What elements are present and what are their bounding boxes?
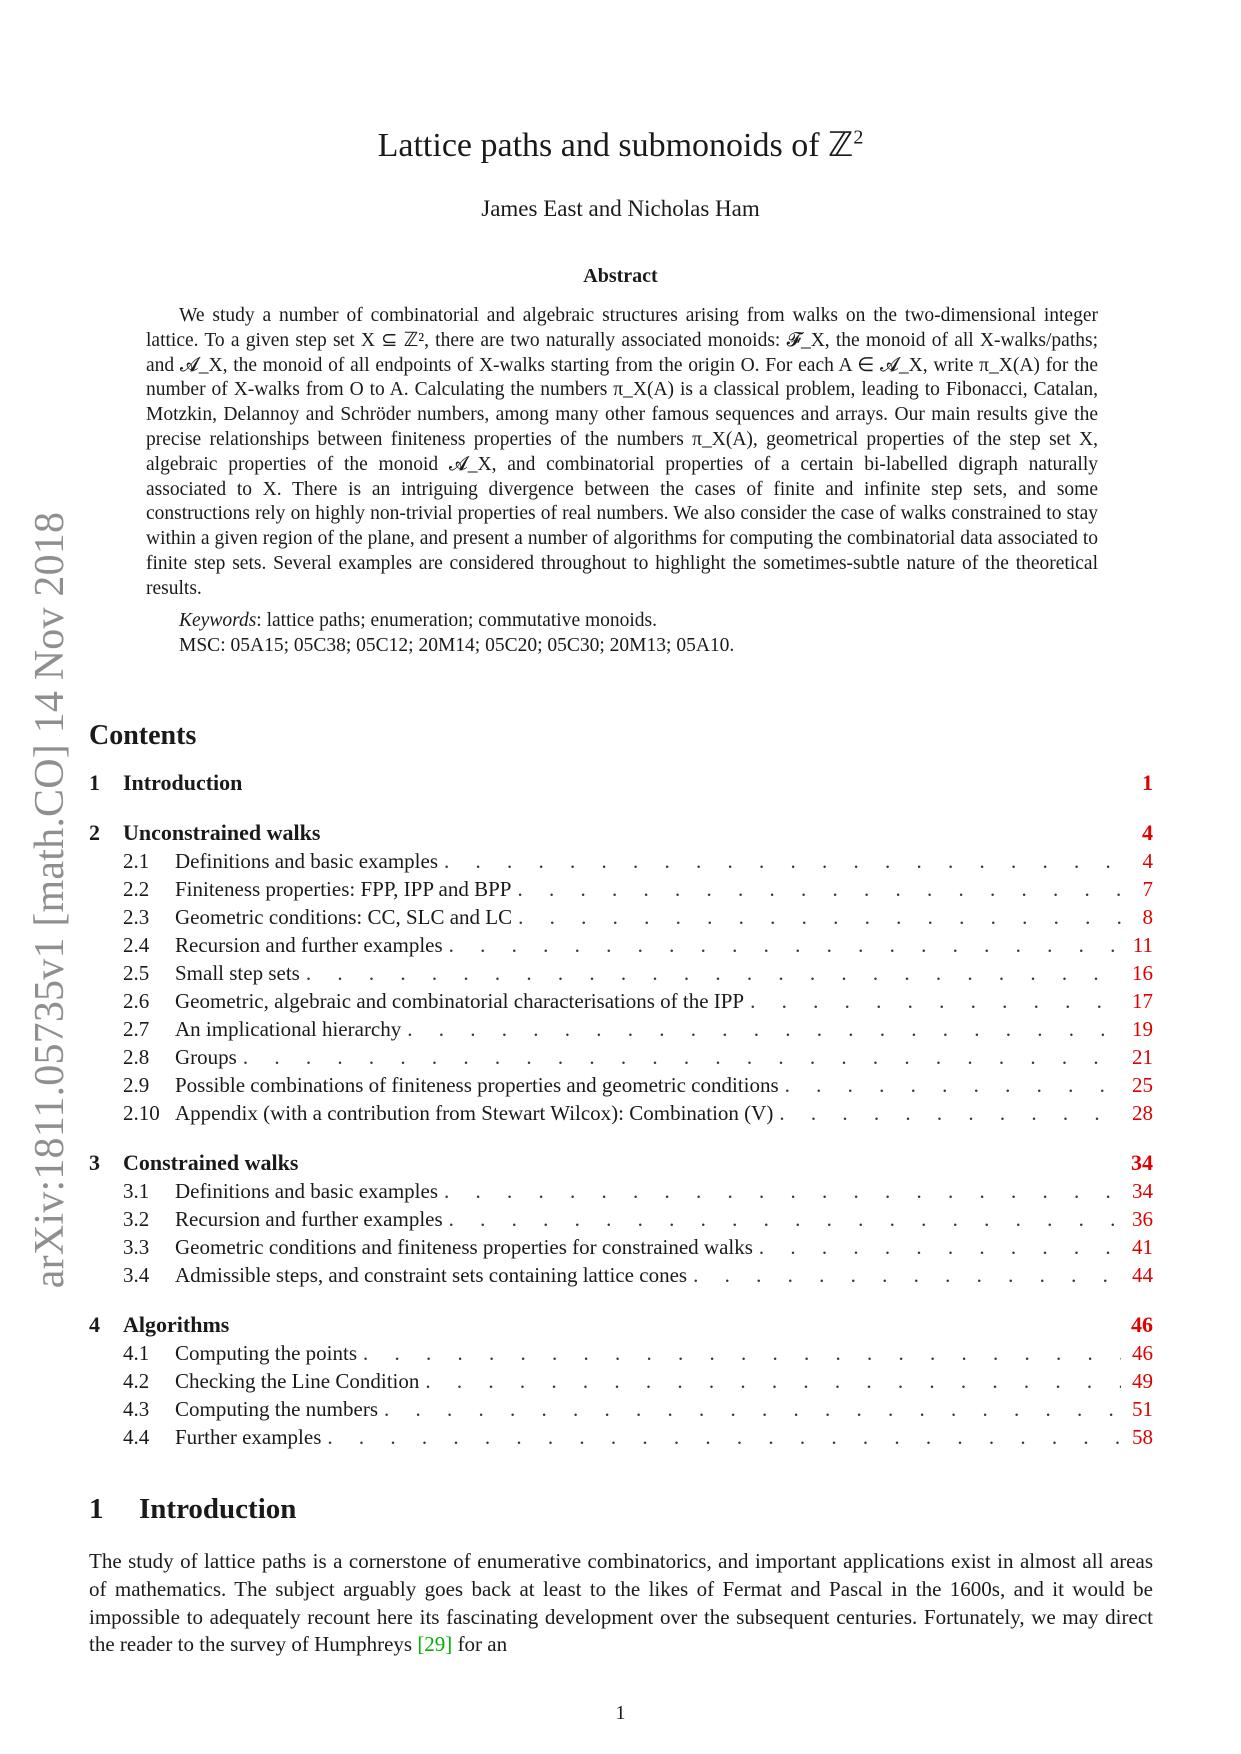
- toc-entry-number: 3.1: [123, 1179, 150, 1203]
- keywords-label: Keywords: [179, 610, 257, 631]
- toc-dot-leader: [444, 1179, 1121, 1203]
- toc-entry-number: 2.2: [123, 877, 150, 901]
- toc-page-link[interactable]: 1: [1142, 770, 1153, 795]
- toc-entry-label: Finiteness properties: FPP, IPP and BPP: [175, 877, 512, 901]
- toc-page-link[interactable]: 41: [1132, 1235, 1153, 1259]
- msc-line: MSC: 05A15; 05C38; 05C12; 20M14; 05C20; 05C30; 20M13; 05A10.: [179, 635, 735, 656]
- toc-dot-leader: [693, 1263, 1121, 1287]
- toc-page-link[interactable]: 49: [1132, 1369, 1153, 1393]
- toc-subsection-entry[interactable]: [89, 1101, 1153, 1125]
- toc-entry-number: 2.9: [123, 1073, 150, 1097]
- keywords-text: : lattice paths; enumeration; commutative monoids.: [256, 610, 658, 631]
- toc-dot-leader: [785, 1073, 1121, 1097]
- intro-paragraph: [89, 1548, 1153, 1659]
- toc-entry-number: 4.4: [123, 1425, 150, 1449]
- toc-subsection-entry[interactable]: [89, 1235, 1153, 1259]
- toc-entry-label: Constrained walks: [123, 1150, 299, 1175]
- toc-page-link[interactable]: 58: [1132, 1425, 1153, 1449]
- toc-entry-number: 3.3: [123, 1235, 150, 1259]
- toc-entry-label: An implicational hierarchy: [175, 1017, 402, 1041]
- toc-dot-leader: [444, 849, 1121, 873]
- toc-page-link[interactable]: 16: [1132, 961, 1153, 985]
- title-superscript: 2: [853, 126, 864, 149]
- toc-subsection-entry[interactable]: [89, 905, 1153, 929]
- toc-subsection-entry[interactable]: [89, 849, 1153, 873]
- toc-entry-label: Small step sets: [175, 961, 300, 985]
- toc-page-link[interactable]: 34: [1131, 1150, 1153, 1175]
- toc-page-link[interactable]: 34: [1132, 1179, 1153, 1203]
- intro-text: The study of lattice paths is a cornerstone of enumerative combinatorics, and important applications exist in almost all areas of mathematics. The subject arguably goes back at least to the likes of Fermat and Pascal in the 1600s, and it would be impossible to adequately recount here its fascinating development over the subsequent centuries. Fortunately, we may direct the reader to the survey of Humphreys: [89, 1549, 1153, 1657]
- toc-entry-label: Checking the Line Condition: [175, 1369, 420, 1393]
- citation-link[interactable]: [29]: [417, 1632, 453, 1657]
- toc-dot-leader: [750, 989, 1121, 1013]
- paper-title: [0, 125, 1241, 165]
- toc-entry-label: Admissible steps, and constraint sets containing lattice cones: [175, 1263, 688, 1287]
- toc-dot-leader: [518, 905, 1121, 929]
- arxiv-stamp: arXiv:1811.05735v1 [math.CO] 14 Nov 2018: [27, 511, 73, 1289]
- toc-entry-number: 2.10: [123, 1101, 160, 1125]
- toc-entry-number: 4: [89, 1312, 100, 1337]
- toc-entry-label: Recursion and further examples: [175, 1207, 443, 1231]
- toc-entry-number: 2.5: [123, 961, 150, 985]
- toc-page-link[interactable]: 8: [1142, 905, 1153, 929]
- toc-entry-label: Geometric conditions: CC, SLC and LC: [175, 905, 513, 929]
- toc-page-link[interactable]: 7: [1142, 877, 1153, 901]
- toc-entry-number: 2.4: [123, 933, 150, 957]
- toc-subsection-entry[interactable]: [89, 1263, 1153, 1287]
- toc-section-entry[interactable]: [89, 1313, 1153, 1337]
- section-title: Introduction: [139, 1493, 297, 1525]
- toc-section-entry[interactable]: [89, 1151, 1153, 1175]
- toc-entry-number: 2.8: [123, 1045, 150, 1069]
- toc-dot-leader: [759, 1235, 1121, 1259]
- toc-dot-leader: [517, 877, 1121, 901]
- toc-entry-label: Unconstrained walks: [123, 820, 321, 845]
- toc-entry-label: Computing the points: [175, 1341, 358, 1365]
- authors: James East and Nicholas Ham: [481, 196, 760, 221]
- toc-entry-label: Geometric conditions and finiteness properties for constrained walks: [175, 1235, 753, 1259]
- toc-entry-label: Geometric, algebraic and combinatorial characterisations of the IPP: [175, 989, 745, 1013]
- toc-page-link[interactable]: 51: [1132, 1397, 1153, 1421]
- toc-entry-label: Definitions and basic examples: [175, 1179, 439, 1203]
- toc-dot-leader: [449, 933, 1121, 957]
- page-number: 1: [615, 1702, 626, 1724]
- toc-page-link[interactable]: 25: [1132, 1073, 1153, 1097]
- toc-entry-label: Algorithms: [123, 1312, 230, 1337]
- toc-dot-leader: [327, 1425, 1121, 1449]
- toc-entry-label: Recursion and further examples: [175, 933, 443, 957]
- toc-entry-label: Possible combinations of finiteness properties and geometric conditions: [175, 1073, 779, 1097]
- toc-entry-label: Computing the numbers: [175, 1397, 378, 1421]
- toc-subsection-entry[interactable]: [89, 877, 1153, 901]
- toc-page-link[interactable]: 4: [1142, 849, 1153, 873]
- toc-entry-number: 3.4: [123, 1263, 150, 1287]
- toc-entry-label: Definitions and basic examples: [175, 849, 439, 873]
- toc-entry-number: 2.1: [123, 849, 150, 873]
- toc-subsection-entry[interactable]: [89, 1425, 1153, 1449]
- toc-dot-leader: [363, 1341, 1121, 1365]
- toc-entry-number: 2: [89, 820, 100, 845]
- title-text: Lattice paths and submonoids of ℤ: [377, 127, 854, 164]
- toc-page-link[interactable]: 46: [1132, 1341, 1153, 1365]
- toc-dot-leader: [449, 1207, 1121, 1231]
- toc-entry-number: 2.3: [123, 905, 150, 929]
- toc-subsection-entry[interactable]: [89, 961, 1153, 985]
- toc-entry-number: 3.2: [123, 1207, 150, 1231]
- toc-page-link[interactable]: 11: [1132, 933, 1153, 957]
- abstract-heading: Abstract: [583, 265, 658, 287]
- toc-subsection-entry[interactable]: [89, 1207, 1153, 1231]
- toc-subsection-entry[interactable]: [89, 1017, 1153, 1041]
- toc-entry-label: Introduction: [123, 770, 243, 795]
- toc-subsection-entry[interactable]: [89, 1397, 1153, 1421]
- contents-heading: Contents: [89, 720, 197, 751]
- keywords-line: [179, 610, 657, 632]
- toc-page-link[interactable]: 28: [1132, 1101, 1153, 1125]
- toc-entry-number: 1: [89, 770, 100, 795]
- toc-subsection-entry[interactable]: [89, 1045, 1153, 1069]
- section-number: 1: [89, 1493, 104, 1525]
- toc-dot-leader: [425, 1369, 1121, 1393]
- toc-entry-label: Appendix (with a contribution from Stewart Wilcox): Combination (V): [175, 1101, 774, 1125]
- toc-dot-leader: [306, 961, 1121, 985]
- toc-page-link[interactable]: 19: [1132, 1017, 1153, 1041]
- toc-page-link[interactable]: 46: [1131, 1312, 1153, 1337]
- toc-entry-label: Groups: [175, 1045, 237, 1069]
- toc-page-link[interactable]: 36: [1132, 1207, 1153, 1231]
- toc-subsection-entry[interactable]: [89, 1341, 1153, 1365]
- toc-entry-number: 2.7: [123, 1017, 150, 1041]
- toc-entry-number: 4.3: [123, 1397, 150, 1421]
- toc-section-entry[interactable]: [89, 771, 1153, 795]
- toc-subsection-entry[interactable]: [89, 933, 1153, 957]
- section-heading: [89, 1493, 296, 1526]
- toc-subsection-entry[interactable]: [89, 1073, 1153, 1097]
- toc-subsection-entry[interactable]: [89, 1179, 1153, 1203]
- toc-page-link[interactable]: 17: [1132, 989, 1153, 1013]
- toc-page-link[interactable]: 44: [1132, 1263, 1153, 1287]
- toc-dot-leader: [407, 1017, 1121, 1041]
- toc-dot-leader: [384, 1397, 1121, 1421]
- toc-entry-number: 4.1: [123, 1341, 150, 1365]
- toc-entry-number: 3: [89, 1150, 100, 1175]
- toc-entry-label: Further examples: [175, 1425, 322, 1449]
- toc-dot-leader: [779, 1101, 1121, 1125]
- toc-page-link[interactable]: 21: [1132, 1045, 1153, 1069]
- toc-entry-number: 2.6: [123, 989, 150, 1013]
- toc-entry-number: 4.2: [123, 1369, 150, 1393]
- intro-text-end: for an: [452, 1632, 508, 1657]
- abstract-text: We study a number of combinatorial and algebraic structures arising from walks on the two-dimensional integer lattice. To a given step set X ⊆ ℤ², there are two naturally associated monoids: 𝓕_X, the monoid of all X-walks/paths; and 𝓐_X, the monoid of all endpoints of X-walks starting from the origin O. For each A ∈ 𝓐_X, write π_X(A) for the number of X-walks from O to A. Calculating the numbers π_X(A) is a classical problem, leading to Fibonacci, Catalan, Motzkin, Delannoy and Schröder numbers, among many other famous sequences and arrays. Our main results give the precise relationships between finiteness properties of the numbers π_X(A), geometrical properties of the step set X, algebraic properties of the monoid 𝓐_X, and combinatorial properties of a certain bi-labelled digraph naturally associated to X. There is an intriguing divergence between the cases of finite and infinite step sets, and some constructions rely on highly non-trivial properties of real numbers. We also consider the case of walks constrained to stay within a given region of the plane, and present a number of algorithms for computing the combinatorial data associated to finite step sets. Several examples are considered throughout to highlight the sometimes-subtle nature of the theoretical results.: [146, 305, 1098, 599]
- toc-subsection-entry[interactable]: [89, 1369, 1153, 1393]
- toc-section-entry[interactable]: [89, 821, 1153, 845]
- toc-page-link[interactable]: 4: [1142, 820, 1153, 845]
- toc-dot-leader: [243, 1045, 1121, 1069]
- toc-subsection-entry[interactable]: [89, 989, 1153, 1013]
